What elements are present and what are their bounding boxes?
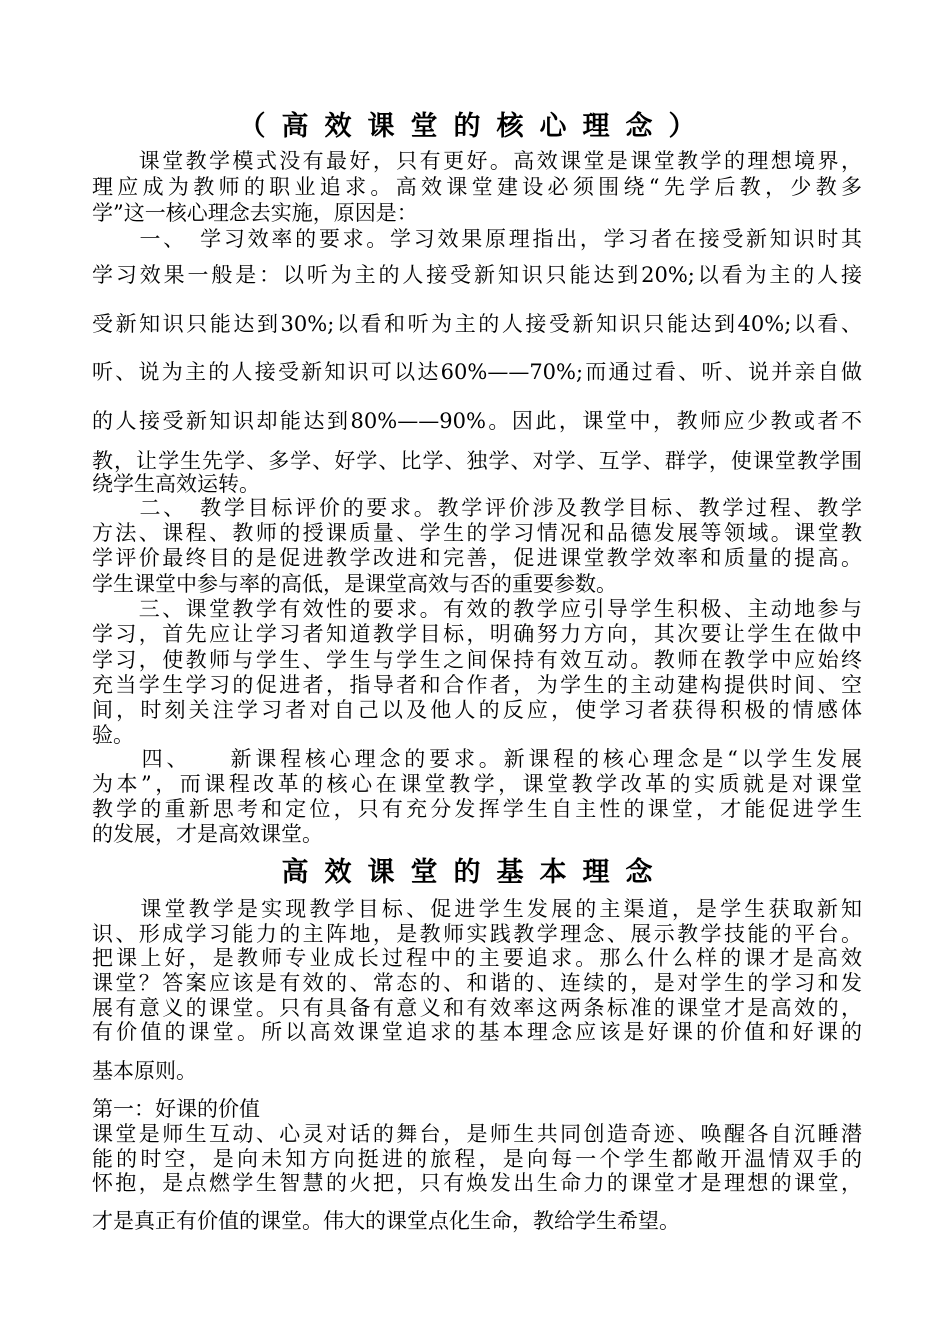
paragraph-line: 学习效果一般是：以听为主的人接受新知识只能达到20%;以看为主的人接 (92, 263, 862, 287)
paragraph-line: 充当学生学习的促进者，指导者和合作者，为学生的主动建构提供时间、空 (92, 673, 862, 697)
paragraph-line: 的发展，才是高效课堂。 (92, 822, 323, 846)
paragraph-line: 学评价最终目的是促进教学改进和完善，促进课堂教学效率和质量的提高。 (92, 546, 862, 570)
paragraph-line: 的人接受新知识却能达到80%——90%。因此，课堂中，教师应少教或者不 (92, 409, 862, 433)
paragraph-line: 三、课堂教学有效性的要求。有效的教学应引导学生积极、主动地参与 (92, 597, 862, 621)
paragraph-line: 识、形成学习能力的主阵地，是教师实践教学理念、展示教学技能的平台。 (92, 922, 862, 946)
paragraph-line: 学”这一核心理念去实施，原因是： (92, 201, 418, 225)
paragraph-line: 理应成为教师的职业追求。高效课堂建设必须围绕“先学后教，少教多 (92, 175, 862, 199)
paragraph-line: 为本”，而课程改革的核心在课堂教学，课堂教学改革的实质就是对课堂 (92, 772, 862, 796)
paragraph-line: 展有意义的课堂。只有具备有意义和有效率这两条标准的课堂才是高效的， (92, 996, 862, 1020)
paragraph-line: 学习，使教师与学生、学生与学生之间保持有效互动。教师在教学中应始终 (92, 648, 862, 672)
paragraph-line: 二、 教学目标评价的要求。教学评价涉及教学目标、教学过程、教学 (92, 496, 862, 520)
paragraph-line: 绕学生高效运转。 (92, 472, 260, 496)
paragraph-line: 课堂教学是实现教学目标、促进学生发展的主渠道，是学生获取新知 (92, 897, 862, 921)
paragraph-line: 教学的重新思考和定位，只有充分发挥学生自主性的课堂，才能促进学生 (92, 797, 862, 821)
paragraph-line: 学习，首先应让学习者知道教学目标，明确努力方向，其次要让学生在做中 (92, 622, 862, 646)
paragraph-line: 验。 (92, 723, 134, 747)
paragraph-line: 才是真正有价值的课堂。伟大的课堂点化生命，教给学生希望。 (92, 1209, 680, 1233)
paragraph-line: 把课上好，是教师专业成长过程中的主要追求。那么什么样的课才是高效 (92, 946, 862, 970)
paragraph-line: 学生课堂中参与率的高低，是课堂高效与否的重要参数。 (92, 572, 617, 596)
section-title: 高效课堂的基本理念 (281, 857, 669, 888)
paragraph-line: 课堂教学模式没有最好，只有更好。高效课堂是课堂教学的理想境界， (92, 149, 862, 173)
paragraph-line: 方法、课程、教师的授课质量、学生的学习情况和品德发展等领域。课堂教 (92, 521, 862, 545)
paragraph-line: 一、 学习效率的要求。学习效果原理指出，学习者在接受新知识时其 (92, 227, 862, 251)
paragraph-line: 有价值的课堂。所以高效课堂追求的基本理念应该是好课的价值和好课的 (92, 1020, 862, 1044)
paragraph-line: 听、说为主的人接受新知识可以达60%——70%;而通过看、听、说并亲自做 (92, 360, 862, 384)
paragraph-line: 能的时空，是向未知方向挺进的旅程，是向每一个学生都敞开温情双手的 (92, 1147, 862, 1171)
subsection-heading: 第一：好课的价值 (92, 1097, 260, 1121)
paragraph-line: 基本原则。 (92, 1059, 197, 1083)
page-title: （高效课堂的核心理念） (238, 111, 712, 142)
paragraph-line: 间，时刻关注学习者对自己以及他人的反应，使学习者获得积极的情感体 (92, 698, 862, 722)
paragraph-line: 受新知识只能达到30%;以看和听为主的人接受新知识只能达到40%;以看、 (92, 312, 862, 336)
paragraph-line: 四、 新课程核心理念的要求。新课程的核心理念是“以学生发展 (92, 747, 862, 771)
paragraph-line: 课堂是师生互动、心灵对话的舞台，是师生共同创造奇迹、唤醒各自沉睡潜 (92, 1122, 862, 1146)
paragraph-line: 教，让学生先学、多学、好学、比学、独学、对学、互学、群学，使课堂教学围 (92, 449, 862, 473)
paragraph-line: 课堂？答案应该是有效的、常态的、和谐的、连续的，是对学生的学习和发 (92, 971, 862, 995)
paragraph-line: 怀抱，是点燃学生智慧的火把，只有焕发出生命力的课堂才是理想的课堂， (92, 1171, 862, 1195)
